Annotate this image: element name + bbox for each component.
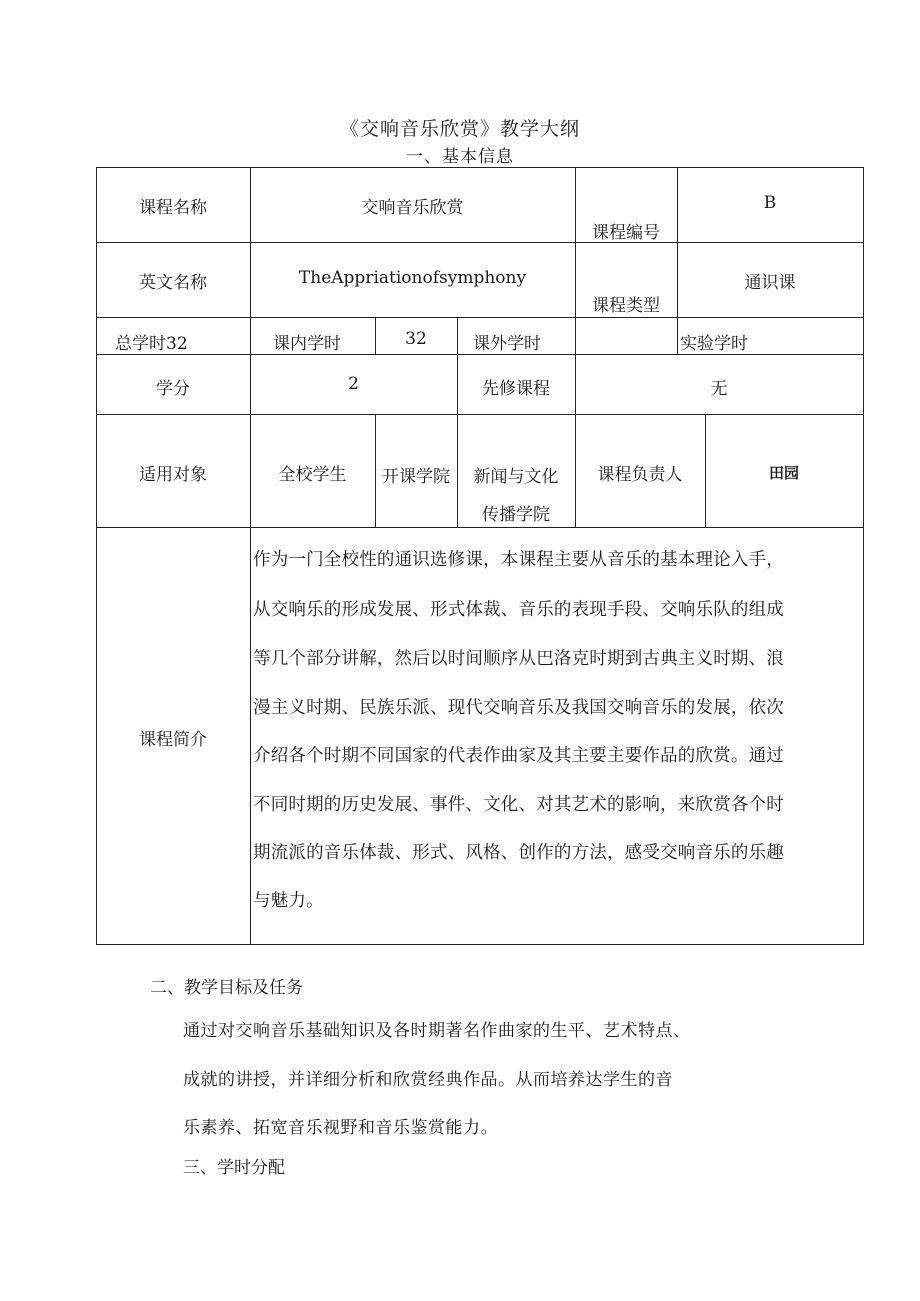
in-class-hours-value: 32	[405, 329, 427, 349]
course-name-label: 课程名称	[139, 198, 207, 218]
course-type-value: 通识课	[744, 273, 796, 293]
intro-line: 从交响乐的形成发展、形式体裁、音乐的表现手段、交响乐队的组成	[253, 600, 784, 620]
audience-value: 全校学生	[278, 465, 347, 485]
in-class-hours-label: 课内学时	[273, 334, 341, 354]
intro-line: 不同时期的历史发展、事件、文化、对其艺术的影响，来欣赏各个时	[253, 795, 784, 815]
goals-paragraph-line: 乐素养、拓宽音乐视野和音乐鉴赏能力。	[183, 1118, 498, 1138]
prereq-value: 无	[710, 379, 728, 399]
document-title: 《交响音乐欣赏》教学大纲	[339, 118, 580, 140]
intro-line: 与魅力。	[253, 891, 324, 911]
lab-hours-label: 实验学时	[680, 334, 748, 354]
college-value-line2: 传播学院	[482, 505, 550, 525]
goals-paragraph-line: 通过对交响音乐基础知识及各时期著名作曲家的生平、艺术特点、	[183, 1021, 691, 1041]
owner-value: 田园	[768, 464, 799, 482]
goals-paragraph-line: 成就的讲授，并详细分析和欣赏经典作品。从而培养达学生的音	[183, 1070, 673, 1090]
owner-label: 课程负责人	[597, 465, 683, 485]
prereq-label: 先修课程	[482, 379, 550, 399]
extra-hours-label: 课外学时	[473, 334, 541, 354]
total-hours: 总学时32	[115, 334, 188, 354]
intro-line: 介绍各个时期不同国家的代表作曲家及其主要主要作品的欣赏。通过	[253, 746, 784, 766]
credits-label: 学分	[156, 379, 190, 399]
college-value-line1: 新闻与文化	[473, 467, 559, 487]
course-code-label: 课程编号	[592, 223, 660, 243]
college-label: 开课学院	[382, 467, 450, 487]
section-heading-basic-info: 一、基本信息	[406, 147, 514, 167]
section-heading-hours: 三、学时分配	[183, 1158, 285, 1178]
intro-label: 课程简介	[139, 730, 207, 750]
section-heading-goals: 二、教学目标及任务	[150, 978, 303, 998]
course-code-value: B	[763, 193, 777, 213]
english-name-value: TheAppriationofsymphony	[298, 268, 527, 288]
course-type-label: 课程类型	[592, 296, 660, 316]
intro-line: 作为一门全校性的通识选修课，本课程主要从音乐的基本理论入手，	[253, 550, 784, 570]
english-name-label: 英文名称	[139, 273, 207, 293]
credits-value: 2	[348, 374, 359, 394]
intro-line: 期流派的音乐体裁、形式、风格、创作的方法，感受交响音乐的乐趣	[253, 843, 784, 863]
audience-label: 适用对象	[139, 465, 207, 485]
intro-line: 等几个部分讲解，然后以时间顺序从巴洛克时期到古典主义时期、浪	[253, 649, 784, 669]
intro-line: 漫主义时期、民族乐派、现代交响音乐及我国交响音乐的发展，依次	[253, 698, 784, 718]
course-name-value: 交响音乐欣赏	[361, 198, 464, 218]
